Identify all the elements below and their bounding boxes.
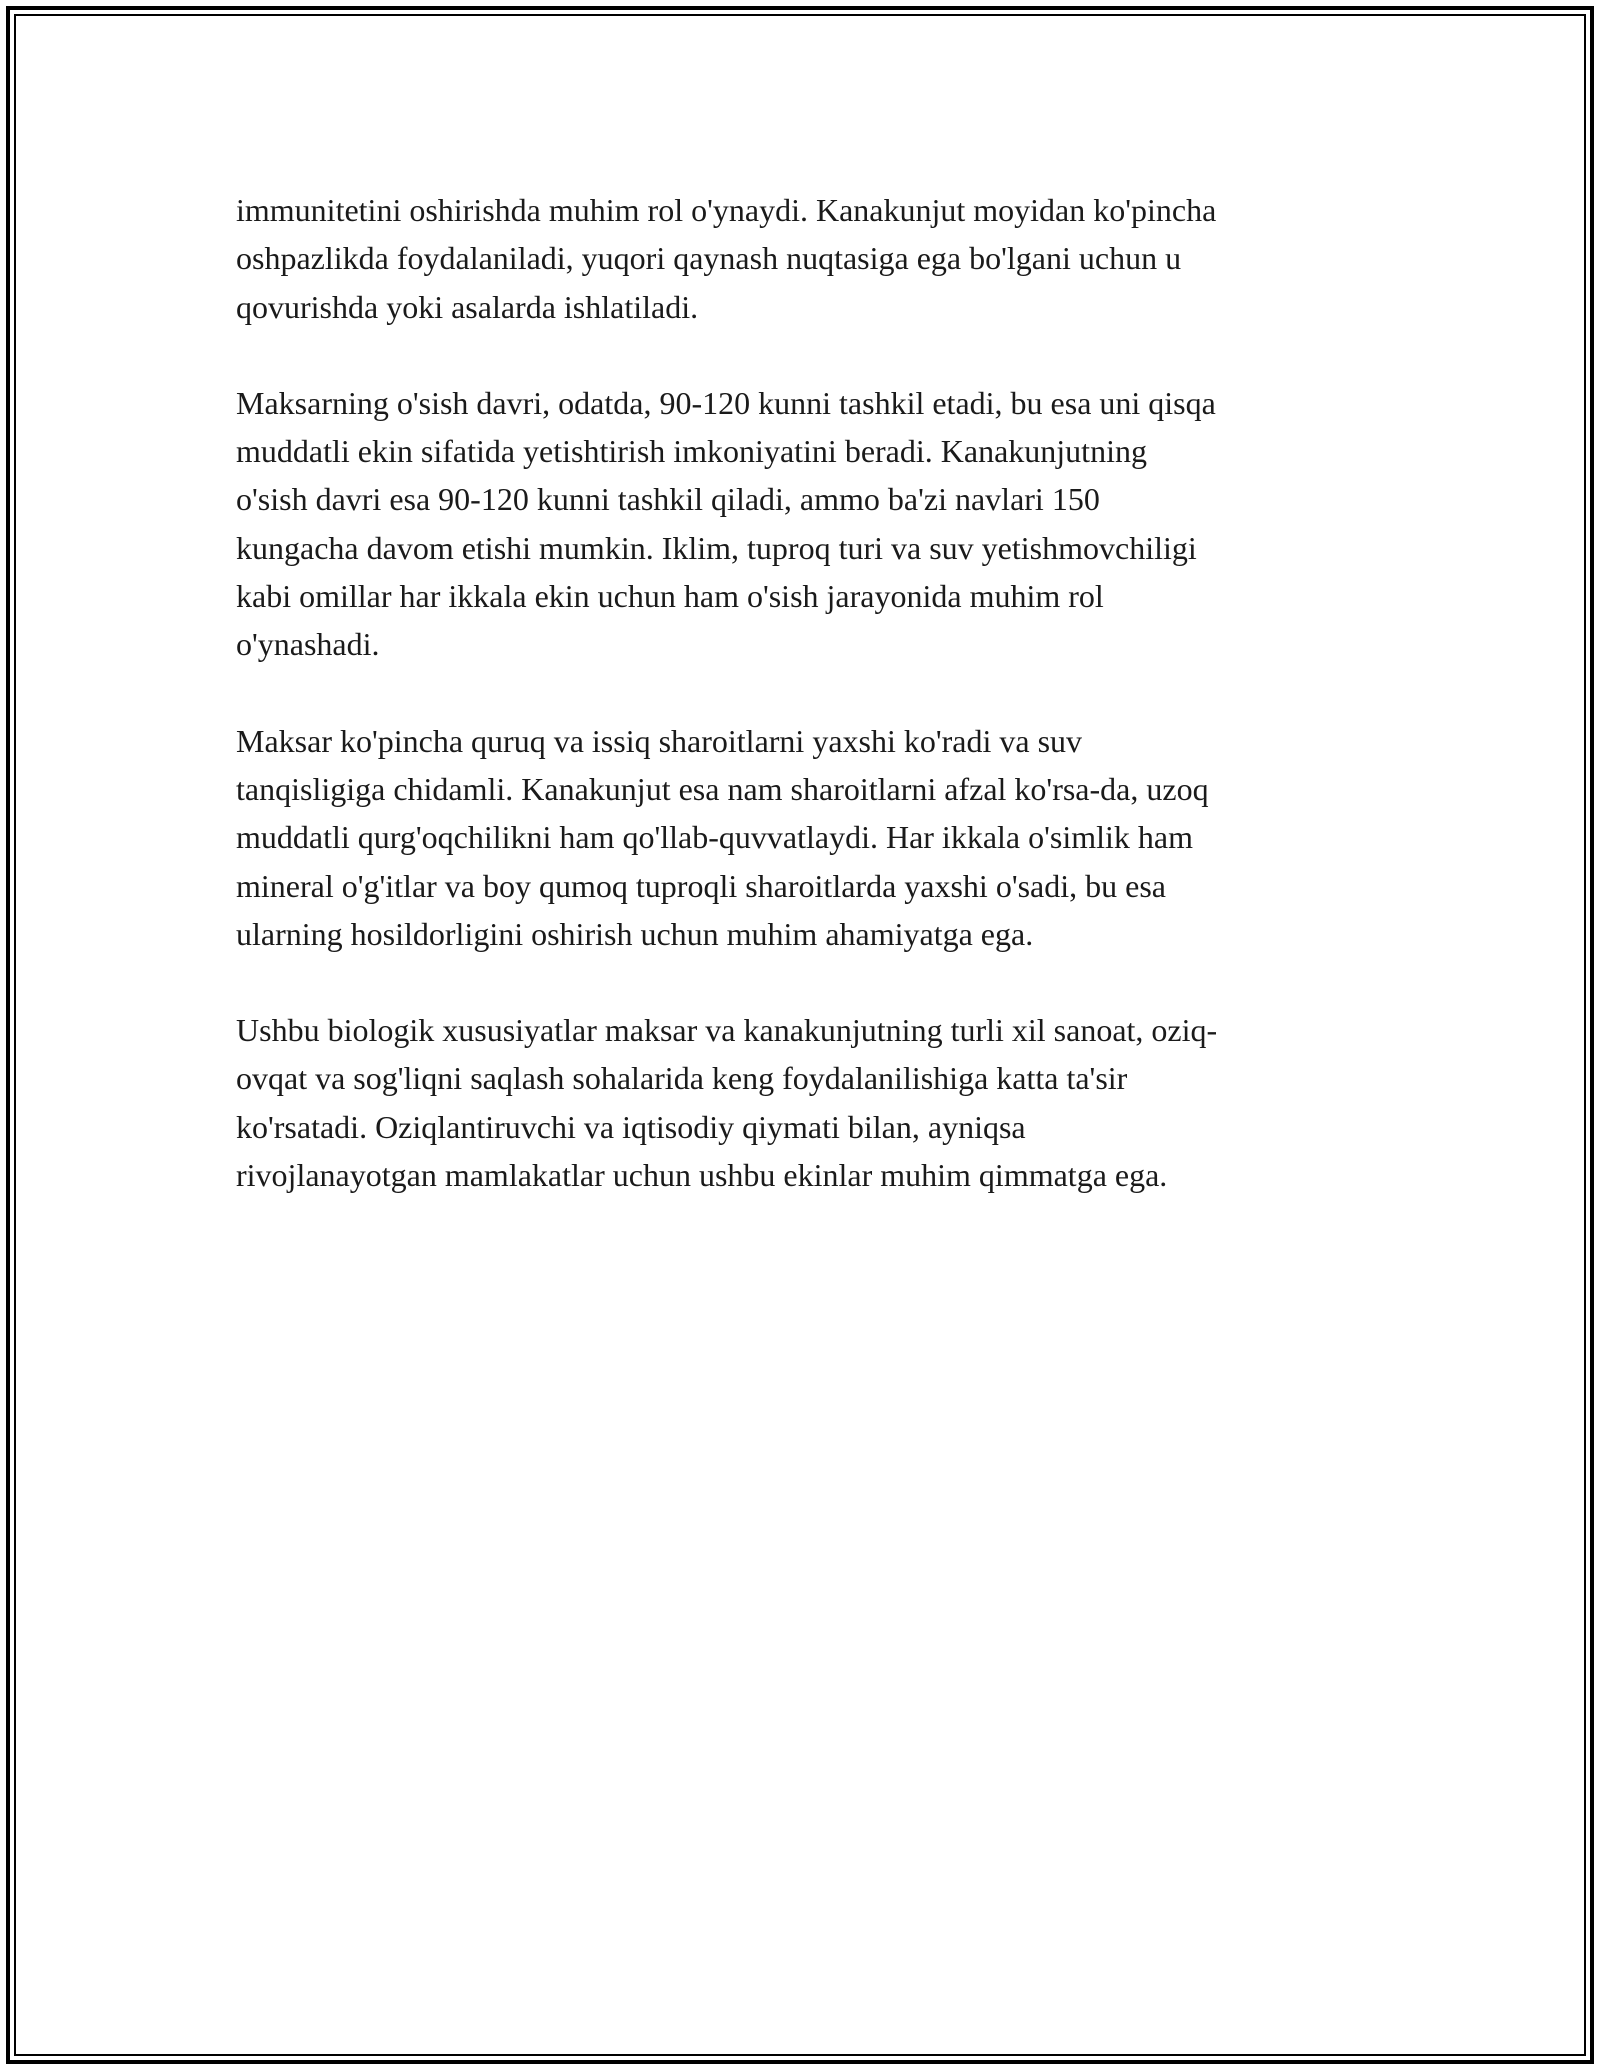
paragraph-4: Ushbu biologik xususiyatlar maksar va kanakunjutning turli xil sanoat, oziq- ovqat va sog'liqni saqlash sohalarida keng foydalanilishiga katta ta'sir ko'rsatadi. Oziqlantiruvchi va iqtisodiy qiymati bilan, ayniqsa rivojlanayotgan mamlakatlar uchun ushbu ekinlar muhim qimmatga ega.: [236, 1012, 1218, 1194]
paragraph-3: Maksar ko'pincha quruq va issiq sharoitlarni yaxshi ko'radi va suv tanqisligiga chidamli. Kanakunjut esa nam sharoitlarni afzal ko'rsa-da, uzoq muddatli qurg'oqchilikni ham qo'llab-quvvatlaydi. Har ikkala o'simlik ham mineral o'g'itlar va boy qumoq tuproqli sharoitlarda yaxshi o'sadi, bu esa ularning hosildorligini oshirish uchun muhim ahamiyatga ega.: [236, 722, 1209, 952]
document-body: [236, 186, 1381, 1247]
paragraph-1: immunitetini oshirishda muhim rol o'ynaydi. Kanakunjut moyidan ko'pincha oshpazlikda foydalaniladi, yuqori qaynash nuqtasiga ega bo'lgani uchun u qovurishda yoki asalarda ishlatiladi.: [236, 192, 1217, 325]
paragraph-2: Maksarning o'sish davri, odatda, 90-120 kunni tashkil etadi, bu esa uni qisqa muddatli ekin sifatida yetishtirish imkoniyatini beradi. Kanakunjutning o'sish davri esa 90-120 kunni tashkil qiladi, ammo ba'zi navlari 150 kungacha davom etishi mumkin. Iklim, tuproq turi va suv yetishmovchiligi kabi omillar har ikkala ekin uchun ham o'sish jarayonida muhim rol o'ynashadi.: [236, 384, 1216, 663]
